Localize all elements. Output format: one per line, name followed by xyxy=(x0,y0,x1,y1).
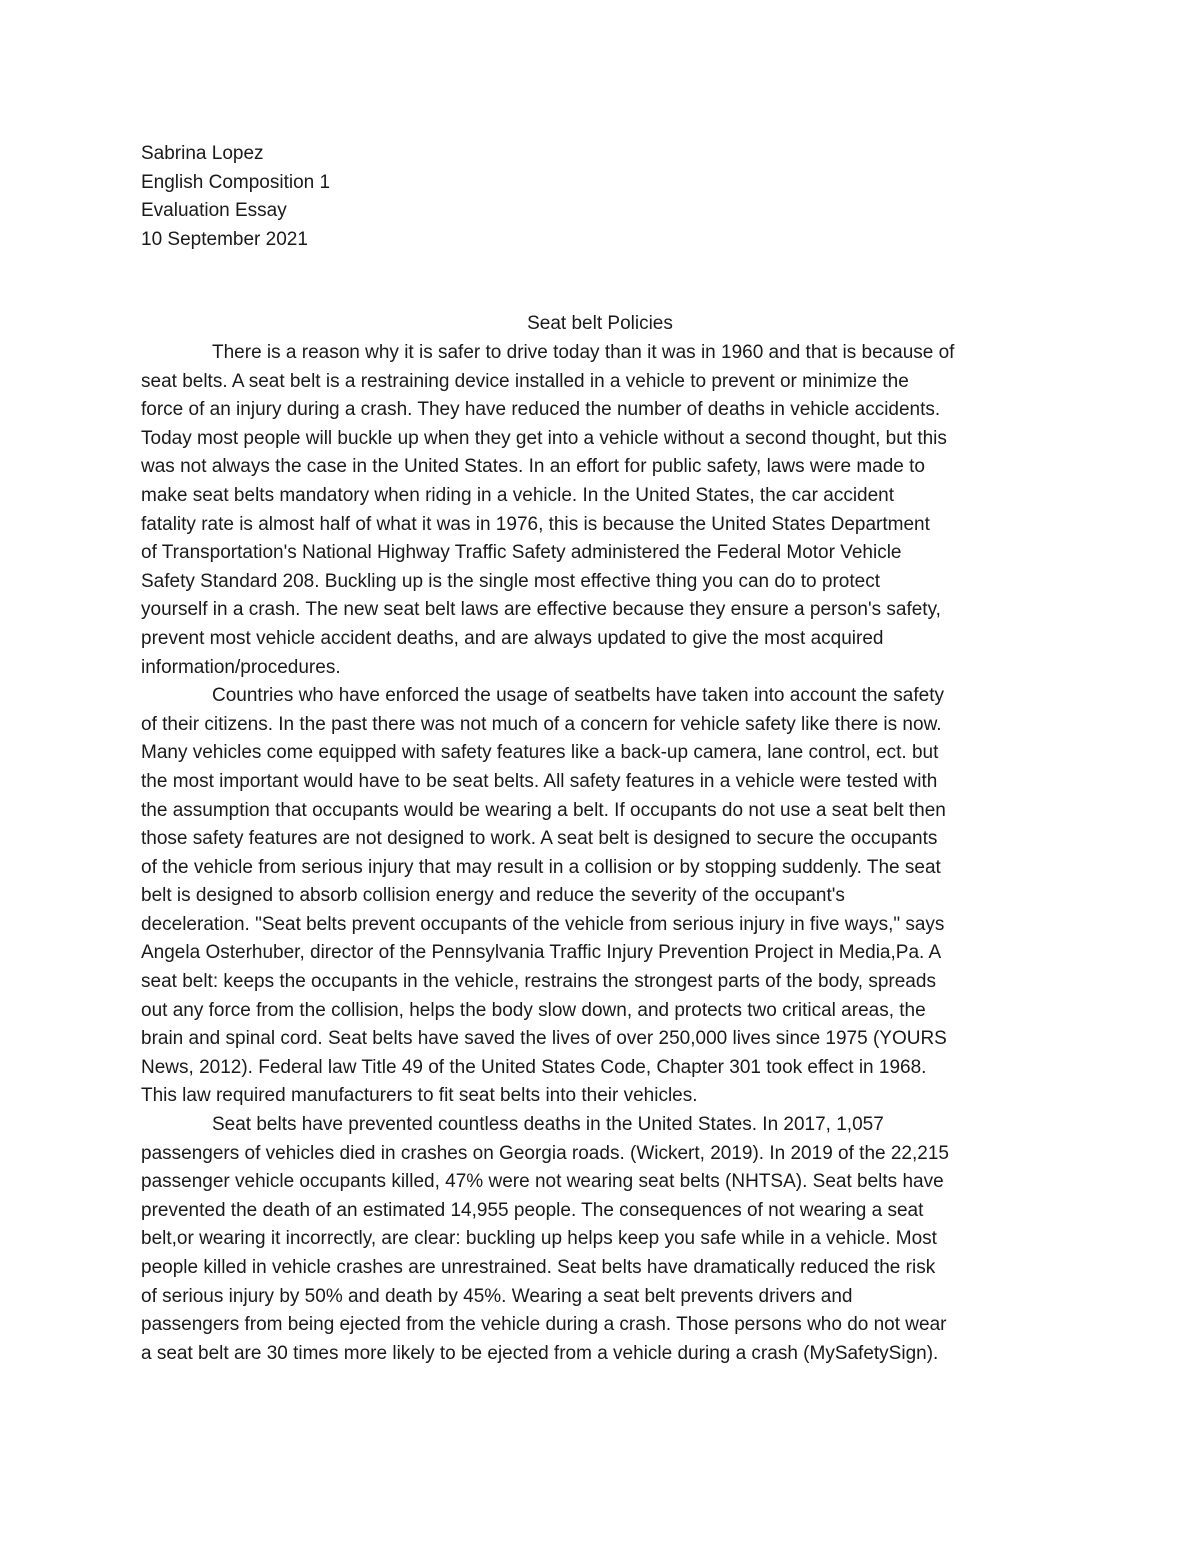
paragraph-line: Seat belts have prevented countless deaths in the United States. In 2017, 1,057 xyxy=(212,1114,884,1136)
paragraph-line: force of an injury during a crash. They have reduced the number of deaths in vehicle accidents. xyxy=(141,399,941,421)
paragraph-line: out any force from the collision, helps the body slow down, and protects two critical areas, the xyxy=(141,999,926,1021)
paragraph-line: belt,or wearing it incorrectly, are clear: buckling up helps keep you safe while in a vehicle. Most xyxy=(141,1228,937,1250)
author-name: Sabrina Lopez xyxy=(141,143,264,164)
paragraph-line: the most important would have to be seat belts. All safety features in a vehicle were tested with xyxy=(141,770,938,792)
paragraph-line: prevent most vehicle accident deaths, and are always updated to give the most acquired xyxy=(141,627,884,649)
paragraph-line: make seat belts mandatory when riding in a vehicle. In the United States, the car accident xyxy=(141,484,895,506)
paragraph-line: prevented the death of an estimated 14,955 people. The consequences of not wearing a seat xyxy=(141,1199,924,1221)
paragraph-line: There is a reason why it is safer to drive today than it was in 1960 and that is because of xyxy=(212,342,955,363)
body-paragraph xyxy=(141,1111,1059,1368)
paragraph-line: was not always the case in the United States. In an effort for public safety, laws were made to xyxy=(141,456,925,478)
paragraph-line: Countries who have enforced the usage of seatbelts have taken into account the safety xyxy=(212,685,944,707)
course-name: English Composition 1 xyxy=(141,171,331,193)
paragraph-line: of the vehicle from serious injury that may result in a collision or by stopping suddenly. The seat xyxy=(141,856,941,878)
paragraph-line: of their citizens. In the past there was not much of a concern for vehicle safety like there is now. xyxy=(141,713,942,735)
paragraph-line: This law required manufacturers to fit seat belts into their vehicles. xyxy=(141,1085,698,1107)
essay-date: 10 September 2021 xyxy=(141,228,308,250)
essay-header xyxy=(141,140,1061,254)
paragraph-line: passenger vehicle occupants killed, 47% were not wearing seat belts (NHTSA). Seat belts have xyxy=(141,1171,944,1193)
paragraph-line: deceleration. "Seat belts prevent occupants of the vehicle from serious injury in five ways," says xyxy=(141,913,945,935)
paragraph-line: people killed in vehicle crashes are unrestrained. Seat belts have dramatically reduced the risk xyxy=(141,1257,936,1278)
paragraph-line: seat belts. A seat belt is a restraining device installed in a vehicle to prevent or minimize the xyxy=(141,370,909,392)
paragraph-line: Many vehicles come equipped with safety features like a back-up camera, lane control, ect. but xyxy=(141,742,939,764)
paragraph-line: Safety Standard 208. Buckling up is the single most effective thing you can do to protect xyxy=(141,570,880,592)
essay-title: Seat belt Policies xyxy=(527,313,673,334)
body-paragraph xyxy=(141,339,1059,682)
paragraph-line: News, 2012). Federal law Title 49 of the United States Code, Chapter 301 took effect in 1968. xyxy=(141,1056,927,1078)
paragraph-line: passengers from being ejected from the vehicle during a crash. Those persons who do not wear xyxy=(141,1314,947,1336)
assignment-type: Evaluation Essay xyxy=(141,200,287,222)
paragraph-line: Today most people will buckle up when they get into a vehicle without a second thought, but this xyxy=(141,427,947,449)
paragraph-line: passengers of vehicles died in crashes on Georgia roads. (Wickert, 2019). In 2019 of the 22,215 xyxy=(141,1142,949,1164)
paragraph-line: information/procedures. xyxy=(141,656,341,678)
paragraph-line: Angela Osterhuber, director of the Pennsylvania Traffic Injury Prevention Project in Media,Pa. A xyxy=(141,942,942,964)
paragraph-line: belt is designed to absorb collision energy and reduce the severity of the occupant's xyxy=(141,885,845,907)
paragraph-line: seat belt: keeps the occupants in the vehicle, restrains the strongest parts of the body, spreads xyxy=(141,971,936,993)
body-paragraph xyxy=(141,682,1059,1111)
paragraph-line: yourself in a crash. The new seat belt laws are effective because they ensure a person's safety, xyxy=(141,599,941,621)
paragraph-line: brain and spinal cord. Seat belts have saved the lives of over 250,000 lives since 1975 (YOURS xyxy=(141,1028,947,1050)
paragraph-line: of serious injury by 50% and death by 45%. Wearing a seat belt prevents drivers and xyxy=(141,1285,853,1307)
essay-body xyxy=(141,339,1059,1368)
paragraph-line: those safety features are not designed to work. A seat belt is designed to secure the occupants xyxy=(141,828,938,850)
paragraph-line: fatality rate is almost half of what it was in 1976, this is because the United States Department xyxy=(141,513,930,535)
paragraph-line: the assumption that occupants would be wearing a belt. If occupants do not use a seat belt then xyxy=(141,799,946,821)
paragraph-line: of Transportation's National Highway Traffic Safety administered the Federal Motor Vehicle xyxy=(141,542,902,564)
paragraph-line: a seat belt are 30 times more likely to be ejected from a vehicle during a crash (MySafetySign). xyxy=(141,1342,939,1364)
